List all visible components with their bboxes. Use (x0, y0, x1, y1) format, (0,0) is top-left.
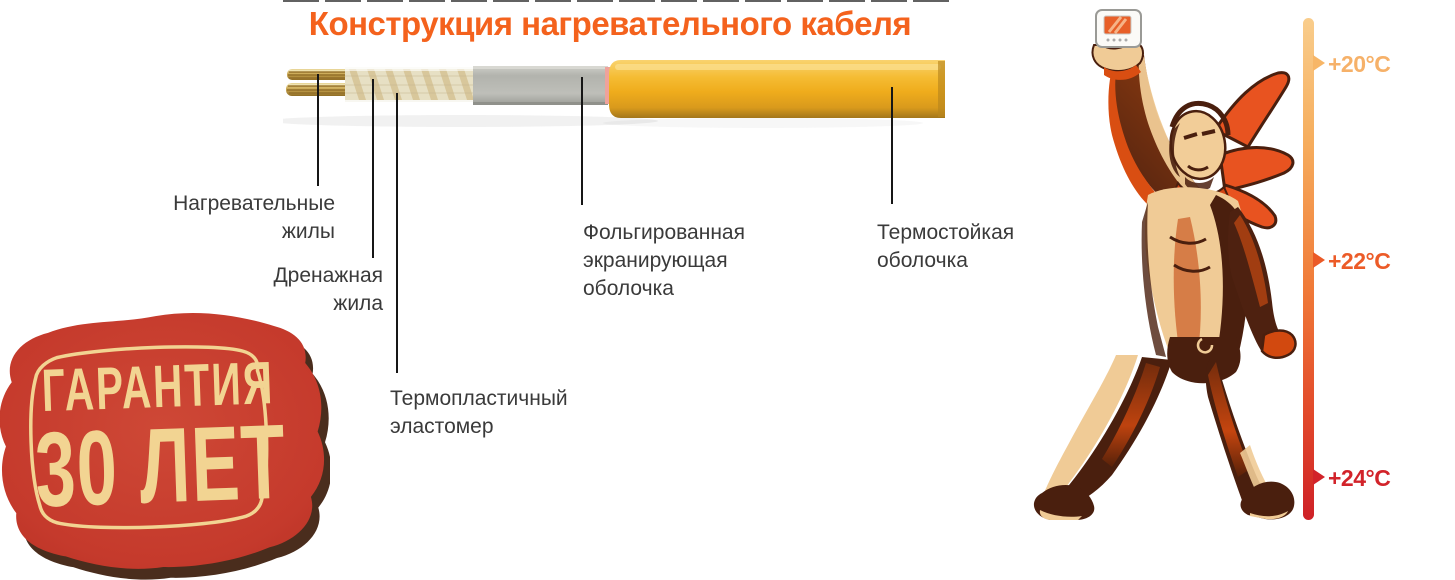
callout-line-foil-screen (581, 77, 583, 205)
outer-sheath (609, 60, 945, 118)
callout-line-outer-sheath (891, 87, 893, 204)
label-line: эластомер (390, 415, 494, 438)
temperature-tick-22 (1313, 252, 1325, 268)
label-line: экранирующая (583, 249, 728, 272)
badge-text-warranty: ГАРАНТИЯ (40, 349, 276, 425)
elastomer-jacket (345, 67, 475, 102)
label-line: Термостойкая (877, 221, 1015, 244)
label-line: Фольгированная (583, 221, 745, 244)
thermostat-icon (1096, 10, 1141, 47)
cable-label-foil-screen (583, 219, 745, 303)
temperature-scale-bar (1303, 18, 1314, 520)
cable-label-heating-cores (173, 190, 335, 246)
hero-holding-thermostat-icon (1020, 5, 1305, 550)
temperature-tick-24 (1313, 469, 1325, 485)
page-title: Конструкция нагревательного кабеля (308, 5, 912, 42)
label-line: оболочка (583, 277, 674, 300)
label-line: Нагревательные (173, 192, 335, 215)
badge-text-years: 30 ЛЕТ (33, 402, 289, 530)
temperature-label-20: +20°C (1328, 51, 1391, 77)
callout-line-heating-cores (317, 74, 319, 186)
label-line: жила (333, 292, 383, 315)
warranty-stamp-icon (0, 310, 330, 580)
heating-cable-illustration (283, 55, 948, 133)
callout-line-drain-core (372, 79, 374, 258)
temperature-label-22: +22°C (1328, 248, 1391, 274)
callout-line-elastomer (396, 93, 398, 373)
foil-screen (473, 66, 608, 105)
top-edge-artifact (283, 0, 955, 2)
cable-label-outer-sheath (877, 219, 1014, 275)
label-line: Термопластичный (390, 387, 568, 410)
label-line: Дренажная (273, 264, 383, 287)
label-line: жилы (281, 220, 335, 243)
temperature-label-24: +24°C (1328, 465, 1391, 491)
label-line: оболочка (877, 249, 968, 272)
cable-label-elastomer (390, 385, 568, 441)
temperature-tick-20 (1313, 55, 1325, 71)
